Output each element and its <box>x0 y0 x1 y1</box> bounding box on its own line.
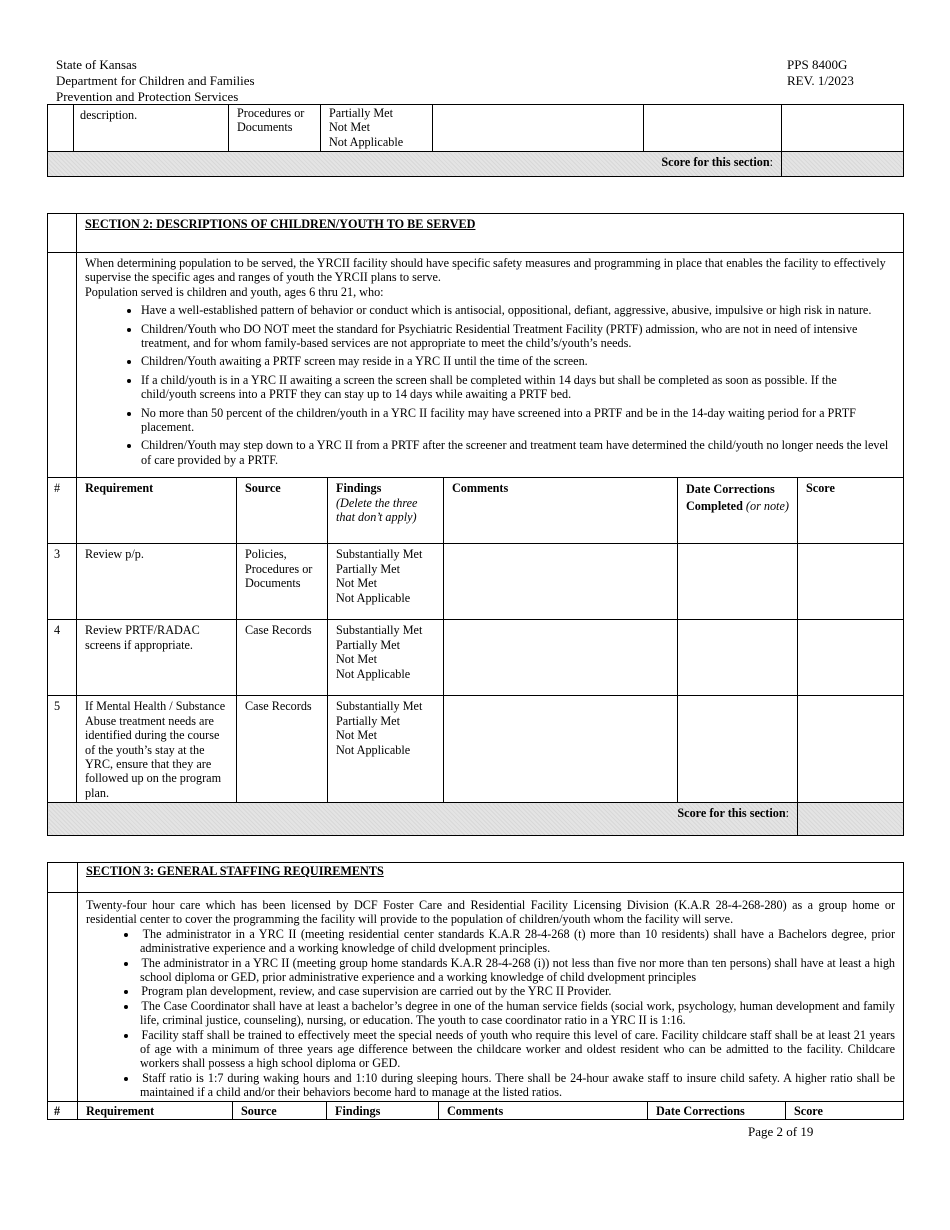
score-label: Score for this section: <box>48 152 782 177</box>
section3-requirements-list <box>86 927 895 1100</box>
findings-cell[interactable] <box>328 696 444 803</box>
requirement-cell: Review p/p. <box>77 544 237 620</box>
col-num-header: # <box>48 1101 78 1119</box>
finding-option[interactable]: Substantially Met <box>336 623 423 638</box>
col-score-header: Score <box>798 478 904 544</box>
table-row <box>48 696 904 803</box>
col-comments-header: Comments <box>444 478 678 544</box>
col-date-header: Date Corrections Completed (or note) <box>678 478 798 544</box>
column-header-row <box>48 478 904 544</box>
source-cell <box>229 105 321 152</box>
finding-option[interactable]: Not Met <box>336 576 377 591</box>
row-number: 3 <box>48 544 77 620</box>
col-num-header: # <box>48 478 77 544</box>
source-line: Documents <box>237 120 293 135</box>
document-header-left <box>56 57 255 105</box>
section2-title: SECTION 2: DESCRIPTIONS OF CHILDREN/YOUTH TO BE SERVED <box>77 214 904 253</box>
page-number: Page 2 of 19 <box>748 1124 814 1139</box>
source-cell: Case Records <box>237 696 328 803</box>
col-requirement-header: Requirement <box>77 478 237 544</box>
score-cell[interactable] <box>798 696 904 803</box>
header-state: State of Kansas <box>56 57 137 72</box>
col-requirement-header: Requirement <box>78 1101 233 1119</box>
finding-option[interactable]: Not Met <box>329 120 370 135</box>
row-number: 5 <box>48 696 77 803</box>
requirement-cell: Review PRTF/RADAC screens if appropriate. <box>77 620 237 696</box>
date-corrections-cell[interactable] <box>644 105 782 152</box>
requirement-cell: description. <box>74 105 229 152</box>
finding-option[interactable]: Partially Met <box>336 713 400 728</box>
finding-option[interactable]: Partially Met <box>329 106 393 120</box>
section3-table <box>47 862 904 1120</box>
section2-population: Population served is children and youth, ages 6 thru 21, who: <box>85 284 384 299</box>
header-division: Prevention and Protection Services <box>56 89 239 104</box>
findings-cell[interactable] <box>328 620 444 696</box>
list-item: • No more than 50 percent of the children/youth in a YRC II facility may have screened into a PRTF and be in the 14-day waiting period for a PRTF placement. <box>141 406 895 435</box>
form-number: PPS 8400G <box>787 57 848 72</box>
comments-cell[interactable] <box>444 696 678 803</box>
finding-option[interactable]: Not Met <box>336 728 377 743</box>
col-findings-header: Findings (Delete the three that don’t apply) <box>328 478 444 544</box>
comments-cell[interactable] <box>433 105 644 152</box>
finding-option[interactable]: Partially Met <box>336 637 400 652</box>
section-title-row <box>48 214 904 253</box>
score-label: Score for this section: <box>48 803 798 836</box>
col-source-header: Source <box>233 1101 327 1119</box>
list-item: • Facility staff shall be trained to effectively meet the special needs of youth who require this level of care. Facility childcare staff shall be at least 21 years of age with a minimum of three years age difference between the childcare worker and oldest resident who can be admitted to the facility. Childcare workers shall possess a high school diploma or GED. <box>124 1028 895 1071</box>
section-score-row <box>48 152 904 177</box>
score-cell[interactable] <box>798 544 904 620</box>
finding-option[interactable]: Substantially Met <box>336 547 423 562</box>
list-item: • Children/Youth awaiting a PRTF screen may reside in a YRC II until the time of the screen. <box>141 354 895 368</box>
source-cell: Case Records <box>237 620 328 696</box>
source-cell: Policies, Procedures or Documents <box>237 544 328 620</box>
section-score-row <box>48 803 904 836</box>
section3-description <box>78 893 904 1102</box>
section3-title: SECTION 3: GENERAL STAFFING REQUIREMENTS <box>78 863 904 893</box>
finding-option[interactable]: Not Applicable <box>336 666 411 681</box>
list-item: • If a child/youth is in a YRC II awaiting a screen the screen shall be completed within 14 days but shall be completed as soon as possible. If the child/youth screens into a PRTF they can stay up to 14 days while awaiting a PRTF bed. <box>141 373 895 402</box>
requirement-cell: If Mental Health / Substance Abuse treatment needs are identified during the course of the youth’s stay at the YRC, ensure that they are followed up on the program plan. <box>77 696 237 803</box>
section-score-value[interactable] <box>798 803 904 836</box>
section-description-row <box>48 253 904 478</box>
col-comments-header: Comments <box>439 1101 648 1119</box>
finding-option[interactable]: Substantially Met <box>336 699 423 714</box>
list-item: • Have a well-established pattern of behavior or conduct which is antisocial, oppositional, defiant, aggressive, abusive, impulsive or high risk in nature. <box>141 303 895 317</box>
list-item: • The Case Coordinator shall have at least a bachelor’s degree in one of the human service fields (social work, psychology, human development and family life, criminal justice, counseling), nursing, or education. The youth to case coordinator ratio in a YRC II is 1:16. <box>124 999 895 1028</box>
section-description-row <box>48 893 904 1102</box>
findings-cell[interactable] <box>321 105 433 152</box>
finding-option[interactable]: Not Met <box>336 652 377 667</box>
table-row <box>48 105 904 152</box>
section2-intro: When determining population to be served, the YRCII facility should have specific safety measures and programming in place that enables the facility to effectively supervise the specific ages and ranges of youth the YRCII plans to serve. <box>85 256 886 285</box>
list-item: • Children/Youth who DO NOT meet the standard for Psychiatric Residential Treatment Facility (PRTF) admission, who are not in need of intensive treatment, and for whom family-based services are not appropriate to meet the child’s/youth’s needs. <box>141 322 895 351</box>
section2-description <box>77 253 904 478</box>
source-line: Procedures or <box>237 106 305 120</box>
table-row <box>48 620 904 696</box>
list-item: • The administrator in a YRC II (meeting residential center standards K.A.R 28-4-268 (t) more than 10 residents) shall have a Bachelors degree, prior administrative experience and a working knowledge of child dvelopment principles. <box>124 927 895 956</box>
score-cell[interactable] <box>798 620 904 696</box>
section2-table <box>47 213 904 836</box>
revision-date: REV. 1/2023 <box>787 73 854 88</box>
header-department: Department for Children and Families <box>56 73 255 88</box>
list-item: • Staff ratio is 1:7 during waking hours and 1:10 during sleeping hours. There shall be 24-hour awake staff to insure child safety. A higher ratio shall be maintained if a child and/or their behaviors become hard to manage at the listed ratios. <box>124 1071 895 1100</box>
section-score-value[interactable] <box>782 152 904 177</box>
column-header-row <box>48 1101 904 1119</box>
section2-criteria-list <box>85 303 895 467</box>
document-header-right <box>787 57 854 89</box>
findings-instruction: (Delete the three that don’t apply) <box>336 495 418 525</box>
col-findings-header: Findings <box>327 1101 439 1119</box>
findings-cell[interactable] <box>328 544 444 620</box>
section-title-row <box>48 863 904 893</box>
finding-option[interactable]: Partially Met <box>336 561 400 576</box>
date-corrections-cell[interactable] <box>678 696 798 803</box>
score-cell[interactable] <box>782 105 904 152</box>
col-date-header: Date Corrections <box>648 1101 786 1119</box>
section1-continuation-table <box>47 104 904 177</box>
list-item: • The administrator in a YRC II (meeting group home standards K.A.R 28-4-268 (i)) not less than five nor more than ten persons) shall have at least a high school diploma or GED, prior administrative experience and a working knowledge of child dvelopment principles <box>124 956 895 985</box>
comments-cell[interactable] <box>444 620 678 696</box>
num-cell <box>48 105 74 152</box>
section3-intro: Twenty-four hour care which has been licensed by DCF Foster Care and Residential Facility Licensing Division (K.A.R 28-4-268-280) as a group home or residential center to cover the programming the facility will provide to the population of children/youth whom the facility will serve. <box>86 898 896 927</box>
table-row <box>48 544 904 620</box>
col-score-header: Score <box>786 1101 904 1119</box>
finding-option[interactable]: Not Applicable <box>329 134 404 149</box>
finding-option[interactable]: Not Applicable <box>336 742 411 757</box>
date-corrections-cell[interactable] <box>678 620 798 696</box>
list-item: • Children/Youth may step down to a YRC II from a PRTF after the screener and treatment team have determined the child/youth no longer needs the level of care provided by a PRTF. <box>141 438 895 467</box>
finding-option[interactable]: Not Applicable <box>336 590 411 605</box>
row-number: 4 <box>48 620 77 696</box>
list-item: • Program plan development, review, and case supervision are carried out by the YRC II Provider. <box>124 984 895 998</box>
col-source-header: Source <box>237 478 328 544</box>
date-corrections-cell[interactable] <box>678 544 798 620</box>
comments-cell[interactable] <box>444 544 678 620</box>
